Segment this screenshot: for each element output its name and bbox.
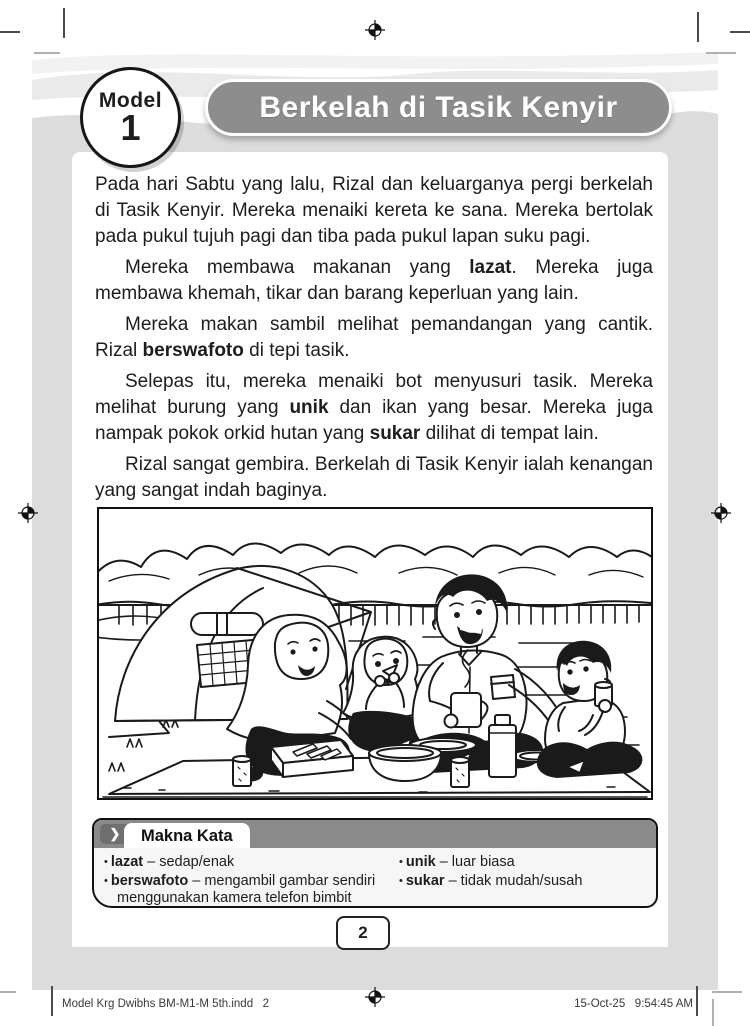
registration-mark-icon — [365, 20, 385, 40]
crop-mark — [34, 52, 60, 54]
crop-mark — [51, 986, 53, 1016]
makna-kata-heading: Makna Kata — [124, 823, 250, 848]
passage-paragraph: Mereka membawa makanan yang lazat. Mereka juga membawa khemah, tikar dan barang keperluan yang lain. — [95, 257, 653, 304]
page-title: Berkelah di Tasik Kenyir — [259, 90, 618, 124]
passage-paragraph: Selepas itu, mereka menaiki bot menyusuri tasik. Mereka melihat burung yang unik dan ikan yang besar. Mereka juga nampak pokok orkid hutan yang sukar dilihat di tempat lain. — [95, 371, 653, 444]
word-definition: • sukar – tidak mudah/susah — [399, 872, 583, 889]
chevron-icon: ❯ — [100, 824, 130, 844]
crop-mark — [706, 52, 736, 54]
passage — [95, 172, 653, 509]
makna-kata-header-bar — [94, 820, 656, 848]
crop-mark — [712, 991, 742, 993]
crop-mark — [712, 999, 714, 1026]
model-label: Model — [98, 88, 163, 112]
passage-paragraph: Rizal sangat gembira. Berkelah di Tasik Kenyir ialah kenangan yang sangat indah baginya. — [95, 454, 653, 501]
registration-mark-icon — [18, 503, 38, 523]
crop-mark — [0, 31, 20, 33]
model-number: 1 — [120, 106, 141, 148]
registration-mark-icon — [365, 987, 385, 1007]
passage-paragraph: Pada hari Sabtu yang lalu, Rizal dan keluarganya pergi berkelah di Tasik Kenyir. Mereka menaiki kereta ke sana. Mereka bertolak pada pukul tujuh pagi dan tiba pada pukul lapan suku pagi. — [95, 174, 653, 247]
page-number: 2 — [358, 923, 368, 942]
crop-mark — [0, 991, 16, 993]
registration-mark-icon — [711, 503, 731, 523]
word-definition: • unik – luar biasa — [399, 854, 515, 870]
model-badge — [80, 67, 181, 168]
illustration-figure — [97, 507, 653, 800]
passage-paragraph: Mereka makan sambil melihat pemandangan yang cantik. Rizal berswafoto di tepi tasik. — [95, 314, 653, 361]
makna-col-left — [104, 854, 396, 908]
picnic-scene-illustration — [99, 509, 651, 798]
makna-col-right — [399, 854, 649, 891]
title-banner — [205, 79, 672, 136]
word-definition: • berswafoto – mengambil gambar sendiri menggunakan kamera telefon bimbit — [104, 872, 376, 906]
footer-timestamp: 15-Oct-25 9:54:45 AM — [574, 998, 693, 1010]
makna-kata-box — [92, 818, 658, 908]
word-definition: • lazat – sedap/enak — [104, 854, 235, 870]
crop-mark — [696, 986, 698, 1016]
crop-mark — [697, 12, 699, 42]
crop-mark — [63, 8, 65, 38]
crop-mark — [730, 31, 750, 33]
page-number-badge — [336, 916, 390, 950]
makna-kata-body — [94, 848, 656, 906]
footer-filename: Model Krg Dwibhs BM-M1-M 5th.indd 2 — [62, 998, 270, 1010]
